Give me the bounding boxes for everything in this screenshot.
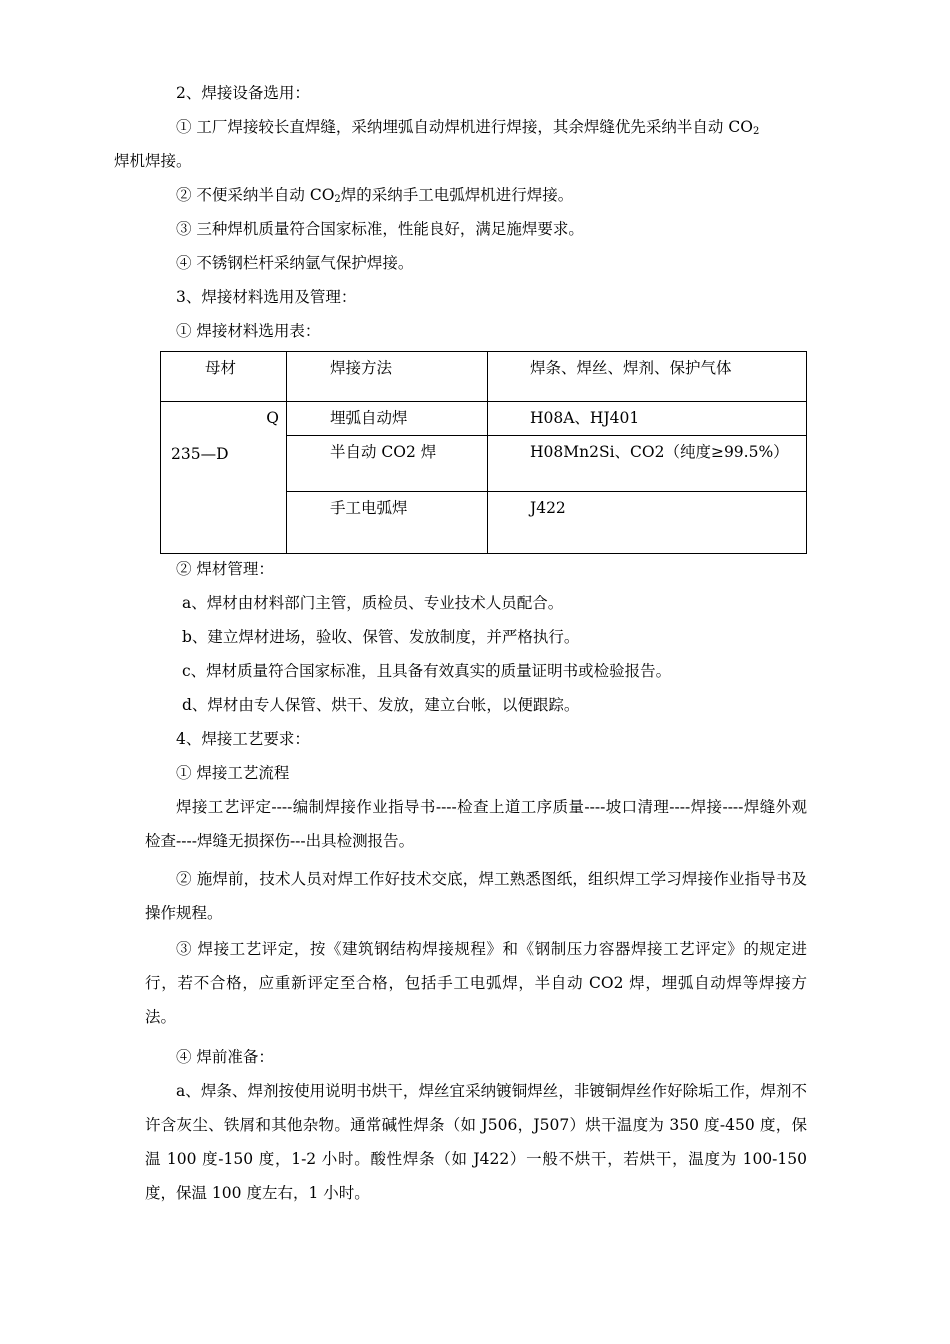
section-4-flow: 焊接工艺评定----编制焊接作业指导书----检查上道工序质量----坡口清理----焊接----焊缝外观检查----焊缝无损探伤---出具检测报告。: [145, 798, 807, 850]
table-row: [161, 402, 807, 436]
section-2-item-2-text-b: 焊的采纳手工电弧焊机进行焊接。: [340, 186, 574, 204]
section-2-item-4: ④ 不锈钢栏杆采纳氩气保护焊接。: [176, 254, 414, 272]
table-header-row: [161, 352, 807, 402]
section-3-point-a: a、焊材由材料部门主管，质检员、专业技术人员配合。: [182, 594, 564, 612]
section-3-point-d: d、焊材由专人保管、烘干、发放，建立台帐，以便跟踪。: [182, 696, 580, 714]
table-header-cell: [161, 352, 287, 402]
base-material-cell: [161, 402, 287, 554]
section-4-title: 4、焊接工艺要求：: [176, 730, 310, 748]
section-4-item-4: ④ 焊前准备：: [176, 1048, 274, 1066]
method-text: 手工电弧焊: [330, 499, 408, 517]
section-4-item-3: ③ 焊接工艺评定，按《建筑钢结构焊接规程》和《钢制压力容器焊接工艺评定》的规定进行，若不合格，应重新评定至合格，包括手工电弧焊，半自动 CO2 焊，埋弧自动焊等焊接方法。: [145, 940, 807, 1026]
consumables-cell: [488, 436, 807, 492]
section-2-item-3: ③ 三种焊机质量符合国家标准，性能良好，满足施焊要求。: [176, 220, 584, 238]
section-2-title: 2、焊接设备选用：: [176, 84, 310, 102]
base-material-grade: 235—D: [171, 445, 229, 463]
consumables-text: H08A、HJ401: [530, 409, 640, 427]
header-base-material: 母材: [205, 359, 237, 377]
base-material-q: Q: [266, 409, 279, 427]
co2-subscript: 2: [752, 126, 760, 137]
consumables-text: H08Mn2Si、CO2（纯度≥99.5%）: [530, 443, 789, 461]
section-2-item-2-text-a: ② 不便采纳半自动 CO: [176, 186, 335, 204]
section-4-point-a: a、焊条、焊剂按使用说明书烘干，焊丝宜采纳镀铜焊丝，非镀铜焊丝作好除垢工作，焊剂不许含灰尘、铁屑和其他杂物。通常碱性焊条（如 J506，J507）烘干温度为 350 度-450 度，保温 100 度-150 度，1-2 小时。酸性焊条（如 J422）一般不烘干，若烘干，温度为 100-150 度，保温 100 度左右，1 小时。: [145, 1082, 807, 1202]
section-3-point-b: b、建立焊材进场，验收、保管、发放制度，并严格执行。: [182, 628, 580, 646]
method-text: 埋弧自动焊: [330, 409, 408, 427]
method-cell: [287, 402, 488, 436]
header-consumables: 焊条、焊丝、焊剂、保护气体: [530, 359, 732, 377]
method-text: 半自动 CO2 焊: [330, 443, 437, 461]
section-3-item-2: ② 焊材管理：: [176, 560, 274, 578]
section-3-item-1: ① 焊接材料选用表：: [176, 322, 321, 340]
section-2-item-1-text-b: 焊机焊接。: [114, 152, 192, 170]
section-4-item-2: ② 施焊前，技术人员对焊工作好技术交底，焊工熟悉图纸，组织焊工学习焊接作业指导书及操作规程。: [145, 870, 807, 922]
table-header-cell: [287, 352, 488, 402]
welding-materials-table: [160, 351, 807, 554]
consumables-cell: [488, 492, 807, 554]
consumables-cell: [488, 402, 807, 436]
method-cell: [287, 492, 488, 554]
consumables-text: J422: [530, 499, 566, 517]
section-2-item-1: [114, 110, 807, 178]
section-4-item-1: ① 焊接工艺流程: [176, 764, 290, 782]
co2-subscript: 2: [334, 194, 341, 205]
section-2-item-2: [145, 178, 807, 212]
section-3-title: 3、焊接材料选用及管理：: [176, 288, 357, 306]
section-3-point-c: c、焊材质量符合国家标准，且具备有效真实的质量证明书或检验报告。: [182, 662, 672, 680]
section-2-item-1-text-a: ① 工厂焊接较长直焊缝，采纳埋弧自动焊机进行焊接，其余焊缝优先采纳半自动 CO: [176, 118, 753, 136]
table-header-cell: [488, 352, 807, 402]
header-welding-method: 焊接方法: [330, 359, 393, 377]
method-cell: [287, 436, 488, 492]
